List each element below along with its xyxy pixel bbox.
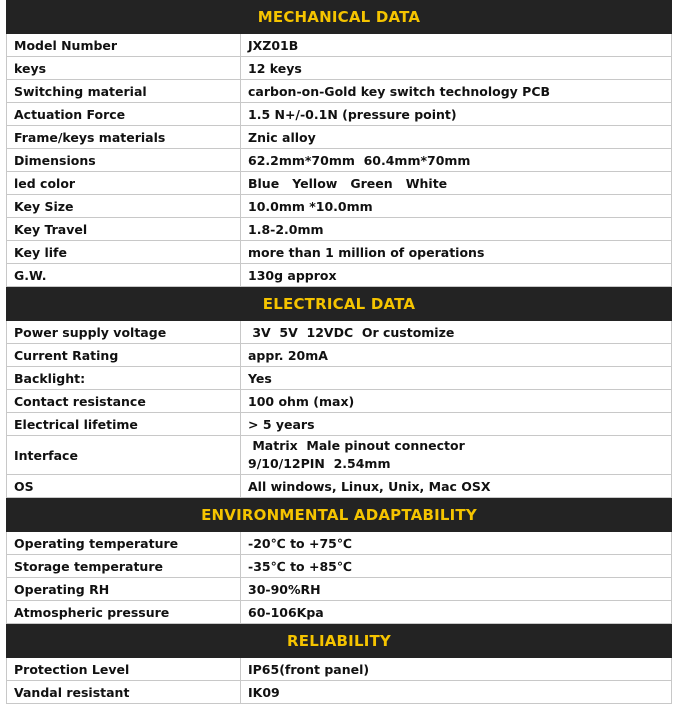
- row-label: Frame/keys materials: [7, 126, 241, 148]
- row-label: Key Size: [7, 195, 241, 217]
- row-value-line: 9/10/12PIN 2.54mm: [248, 456, 391, 471]
- row-value: 1.5 N+/-0.1N (pressure point): [248, 106, 457, 122]
- table-row: [6, 344, 672, 367]
- row-value: > 5 years: [248, 416, 315, 432]
- section-header-reliability: RELIABILITY: [6, 624, 672, 658]
- section-header-mechanical: MECHANICAL DATA: [6, 0, 672, 34]
- row-value: 12 keys: [248, 60, 302, 76]
- row-label: keys: [7, 57, 241, 79]
- table-row: [6, 601, 672, 624]
- row-label: Current Rating: [7, 344, 241, 366]
- row-value: 30-90%RH: [248, 581, 321, 597]
- row-label: Protection Level: [7, 658, 241, 680]
- row-label: Operating RH: [7, 578, 241, 600]
- row-value: 60-106Kpa: [248, 604, 324, 620]
- row-label: Backlight:: [7, 367, 241, 389]
- row-value: JXZ01B: [248, 37, 299, 53]
- row-value: appr. 20mA: [248, 347, 328, 363]
- row-value: more than 1 million of operations: [248, 244, 485, 260]
- row-label: Interface: [7, 436, 241, 474]
- row-value: 130g approx: [248, 267, 337, 283]
- row-label: Actuation Force: [7, 103, 241, 125]
- row-label: Key life: [7, 241, 241, 263]
- table-row: [6, 475, 672, 498]
- row-value: carbon-on-Gold key switch technology PCB: [248, 83, 551, 99]
- table-row: [6, 149, 672, 172]
- table-row: [6, 555, 672, 578]
- row-value: -20℃ to +75℃: [248, 535, 352, 551]
- row-value: Znic alloy: [248, 129, 316, 145]
- table-row: [6, 321, 672, 344]
- row-value: [241, 436, 671, 474]
- table-row: [6, 436, 672, 475]
- row-label: Power supply voltage: [7, 321, 241, 343]
- section-header-electrical: ELECTRICAL DATA: [6, 287, 672, 321]
- row-label: led color: [7, 172, 241, 194]
- row-value: IP65(front panel): [248, 661, 370, 677]
- row-label: Dimensions: [7, 149, 241, 171]
- table-row: [6, 658, 672, 681]
- row-label: Vandal resistant: [7, 681, 241, 703]
- row-value: IK09: [248, 684, 280, 700]
- row-value: 62.2mm*70mm 60.4mm*70mm: [248, 152, 471, 168]
- section-header-environmental: ENVIRONMENTAL ADAPTABILITY: [6, 498, 672, 532]
- table-row: [6, 126, 672, 149]
- row-label: Storage temperature: [7, 555, 241, 577]
- row-value: 1.8-2.0mm: [248, 221, 324, 237]
- row-label: Electrical lifetime: [7, 413, 241, 435]
- row-value: Blue Yellow Green White: [248, 175, 448, 191]
- row-value: All windows, Linux, Unix, Mac OSX: [248, 478, 491, 494]
- table-row: [6, 80, 672, 103]
- table-row: [6, 241, 672, 264]
- table-row: [6, 367, 672, 390]
- table-row: [6, 103, 672, 126]
- row-label: G.W.: [7, 264, 241, 286]
- row-value: -35℃ to +85℃: [248, 558, 352, 574]
- row-label: OS: [7, 475, 241, 497]
- table-row: [6, 172, 672, 195]
- table-row: [6, 390, 672, 413]
- row-label: Key Travel: [7, 218, 241, 240]
- table-row: [6, 264, 672, 287]
- row-value: 10.0mm *10.0mm: [248, 198, 373, 214]
- row-label: Contact resistance: [7, 390, 241, 412]
- table-row: [6, 218, 672, 241]
- table-row: [6, 532, 672, 555]
- row-value-line: Matrix Male pinout connector: [248, 438, 465, 453]
- row-value: 3V 5V 12VDC Or customize: [248, 324, 455, 340]
- table-row: [6, 578, 672, 601]
- row-value: 100 ohm (max): [248, 393, 355, 409]
- row-label: Operating temperature: [7, 532, 241, 554]
- table-row: [6, 413, 672, 436]
- table-row: [6, 57, 672, 80]
- table-row: [6, 681, 672, 704]
- spec-table: [6, 0, 672, 704]
- table-row: [6, 34, 672, 57]
- row-value: Yes: [248, 370, 272, 386]
- table-row: [6, 195, 672, 218]
- row-label: Atmospheric pressure: [7, 601, 241, 623]
- row-label: Model Number: [7, 34, 241, 56]
- row-label: Switching material: [7, 80, 241, 102]
